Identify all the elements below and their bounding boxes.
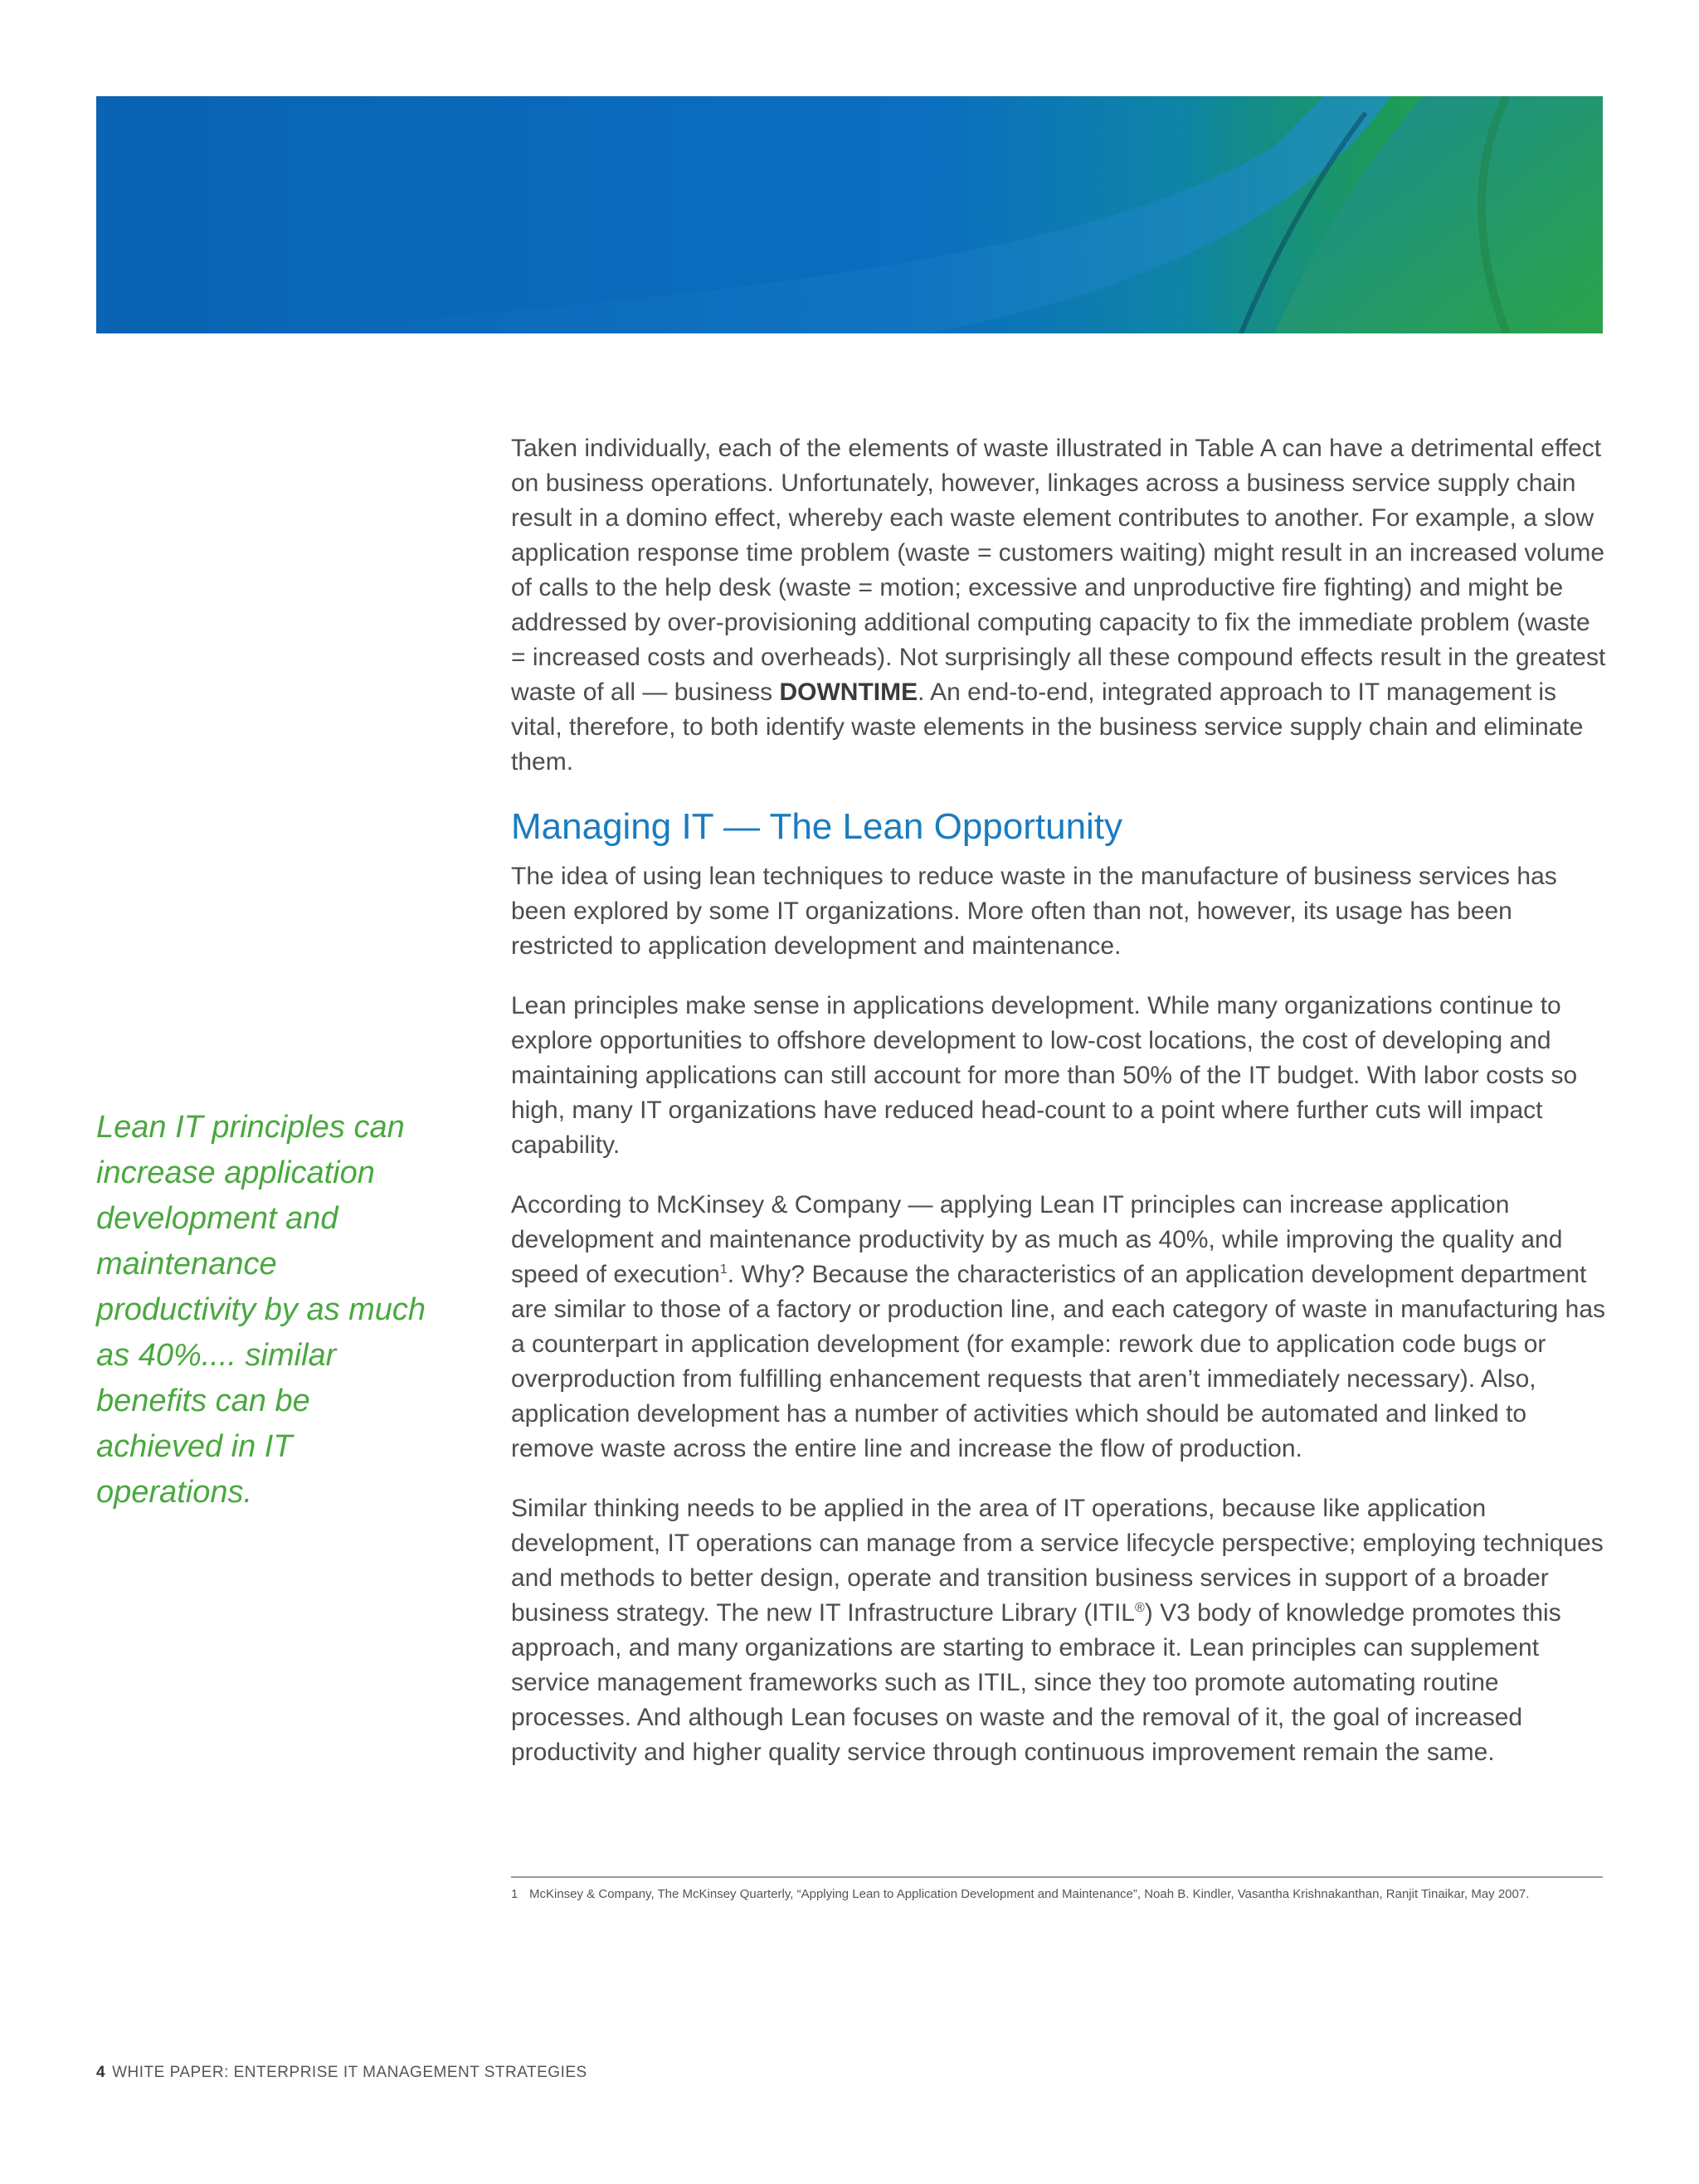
body-paragraph-2: The idea of using lean techniques to reduce waste in the manufacture of business services has been explored by some IT organizations. More often than not, however, its usage has been restricted to application development and maintenance.	[511, 863, 1557, 960]
paragraph-text: . Why? Because the characteristics of an application development department are similar to those of a factory or production line, and each category of waste in manufacturing has a counterpart in application development (for example: rework due to application code bugs or overproduction from fulfilling enhancement requests that aren’t immediately necessary). Also, application development has a number of activities which should be automated and linked to remove waste across the entire line and increase the flow of production.	[511, 1261, 1606, 1462]
paragraph-text: Similar thinking needs to be applied in the area of IT operations, because like application development, IT operations can manage from a service lifecycle perspective; employing techniques and methods to better design, operate and transition business services in support of a broader business strategy. The new IT Infrastructure Library (ITIL	[511, 1495, 1604, 1627]
footnote-text: McKinsey & Company, The McKinsey Quarterly, “Applying Lean to Application Development and Maintenance”, Noah B. Kindler, Vasantha Krishnakanthan, Ranjit Tinaikar, May 2007.	[529, 1887, 1530, 1901]
body-paragraph-5	[511, 1491, 1606, 1770]
section-heading: Managing IT — The Lean Opportunity	[511, 806, 1123, 847]
footnote-divider	[511, 1876, 1603, 1878]
body-paragraph-4	[511, 1188, 1606, 1467]
paragraph-text: Taken individually, each of the elements of waste illustrated in Table A can have a detrimental effect on business operations. Unfortunately, however, linkages across a business service supply chain result in a domino effect, whereby each waste element contributes to another. For example, a slow application response time problem (waste = customers waiting) might result in an increased volume of calls to the help desk (waste = motion; excessive and unproductive fire fighting) and might be addressed by over-provisioning additional computing capacity to fix the immediate problem (waste = increased costs and overheads). Not surprisingly all these compound effects result in the greatest waste of all — business	[511, 435, 1606, 706]
body-paragraph-3: Lean principles make sense in applications development. While many organizations continue to explore opportunities to offshore development to low-cost locations, the cost of developing and maintaining applications can still account for more than 50% of the IT budget. With labor costs so high, many IT organizations have reduced head-count to a point where further cuts will impact capability.	[511, 992, 1578, 1159]
footnote-number: 1	[511, 1887, 518, 1901]
banner-swoosh-graphic	[96, 96, 1603, 333]
page-number: 4	[96, 2064, 106, 2081]
downtime-emphasis: DOWNTIME	[779, 679, 918, 706]
footer-title: WHITE PAPER: ENTERPRISE IT MANAGEMENT STRATEGIES	[112, 2064, 587, 2081]
header-banner	[96, 96, 1603, 333]
registered-mark: ®	[1134, 1601, 1145, 1615]
main-column	[511, 431, 1606, 1795]
paragraph-text: . An end-to-end, integrated approach to IT management is vital, therefore, to both identify waste elements in the business service supply chain and eliminate them.	[511, 679, 1584, 776]
pull-quote: Lean IT principles can increase application development and maintenance productivity by as much as 40%.... similar benefits can be achieved in IT operations.	[96, 1110, 426, 1510]
paragraph-text: ) V3 body of knowledge promotes this approach, and many organizations are starting to embrace it. Lean principles can supplement service management frameworks such as ITIL, since they too promote automating routine processes. And although Lean focuses on waste and the removal of it, the goal of increased productivity and higher quality service through continuous improvement remain the same.	[511, 1599, 1561, 1766]
body-paragraph-1	[511, 431, 1606, 780]
footnote-reference[interactable]: 1	[719, 1262, 728, 1277]
page-footer	[96, 2064, 587, 2082]
footnote	[511, 1886, 1589, 1903]
paragraph-text: According to McKinsey & Company — applying Lean IT principles can increase application development and maintenance productivity by as much as 40%, while improving the quality and speed of execution	[511, 1191, 1563, 1288]
